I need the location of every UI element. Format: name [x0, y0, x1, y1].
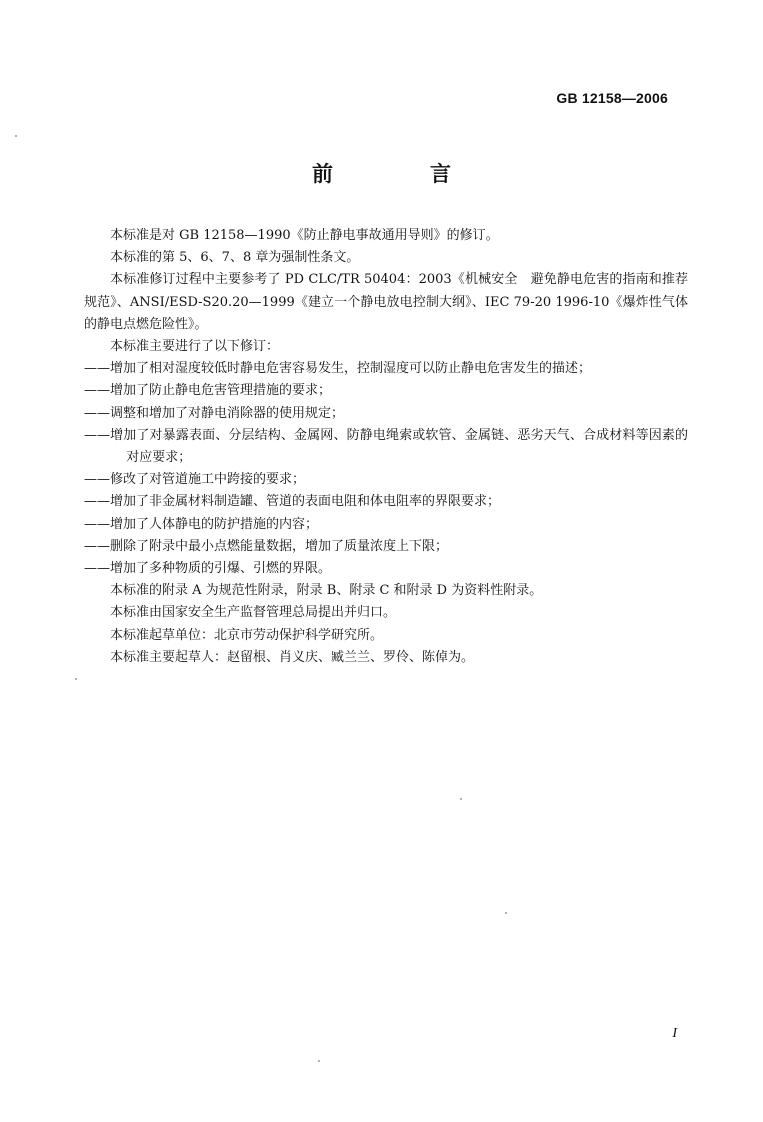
list-item: ——增加了防止静电危害管理措施的要求；: [84, 383, 332, 399]
list-item: ——增加了非金属材料制造罐、管道的表面电阻和体电阻率的界限要求；: [84, 494, 501, 510]
list-item: ——增加了多种物质的引爆、引燃的界限。: [84, 561, 332, 577]
revision-list: [84, 358, 688, 580]
page-number: I: [672, 1026, 677, 1041]
list-item: ——删除了附录中最小点燃能量数据，增加了质量浓度上下限；: [84, 538, 449, 554]
scan-speck: [318, 1060, 320, 1062]
foreword-body: [84, 225, 688, 669]
paragraph: 本标准的第 5、6、7、8 章为强制性条文。: [110, 250, 360, 266]
paragraph: 本标准的附录 A 为规范性附录，附录 B、附录 C 和附录 D 为资料性附录。: [110, 583, 543, 599]
list-item: ——调整和增加了对静电消除器的使用规定；: [84, 405, 345, 421]
page-title: 前 言: [312, 162, 489, 186]
list-item: ——增加了人体静电的防护措施的内容；: [84, 516, 319, 532]
list-item: ——修改了对管道施工中跨接的要求；: [84, 472, 306, 488]
scan-speck: [460, 798, 462, 800]
paragraph: 本标准由国家安全生产监督管理总局提出并归口。: [110, 605, 397, 621]
paragraph: 本标准修订过程中主要参考了 PD CLC/TR 50404：2003《机械安全 避免静电危害的指南和推荐规范》、ANSI/ESD-S20.20—1999《建立一个静电放电控制大纲》、IEC 79-20 1996-10《爆炸性气体的静电点燃危险性》。: [84, 272, 688, 332]
paragraph: 本标准主要进行了以下修订：: [110, 339, 280, 355]
scan-speck: [15, 135, 17, 137]
standard-code: GB 12158—2006: [556, 90, 668, 106]
paragraph: 本标准主要起草人：赵留根、肖义庆、臧兰兰、罗伶、陈倬为。: [110, 649, 475, 665]
paragraph: 本标准是对 GB 12158—1990《防止静电事故通用导则》的修订。: [110, 228, 499, 243]
list-item: ——增加了相对湿度较低时静电危害容易发生，控制湿度可以防止静电危害发生的描述；: [84, 361, 592, 377]
list-item: ——增加了对暴露表面、分层结构、金属网、防静电绳索或软管、金属链、恶劣天气、合成材料等因素的对应要求；: [84, 427, 688, 466]
scan-speck: [75, 678, 77, 680]
scan-speck: [505, 912, 507, 914]
paragraph: 本标准起草单位：北京市劳动保护科学研究所。: [110, 627, 384, 643]
